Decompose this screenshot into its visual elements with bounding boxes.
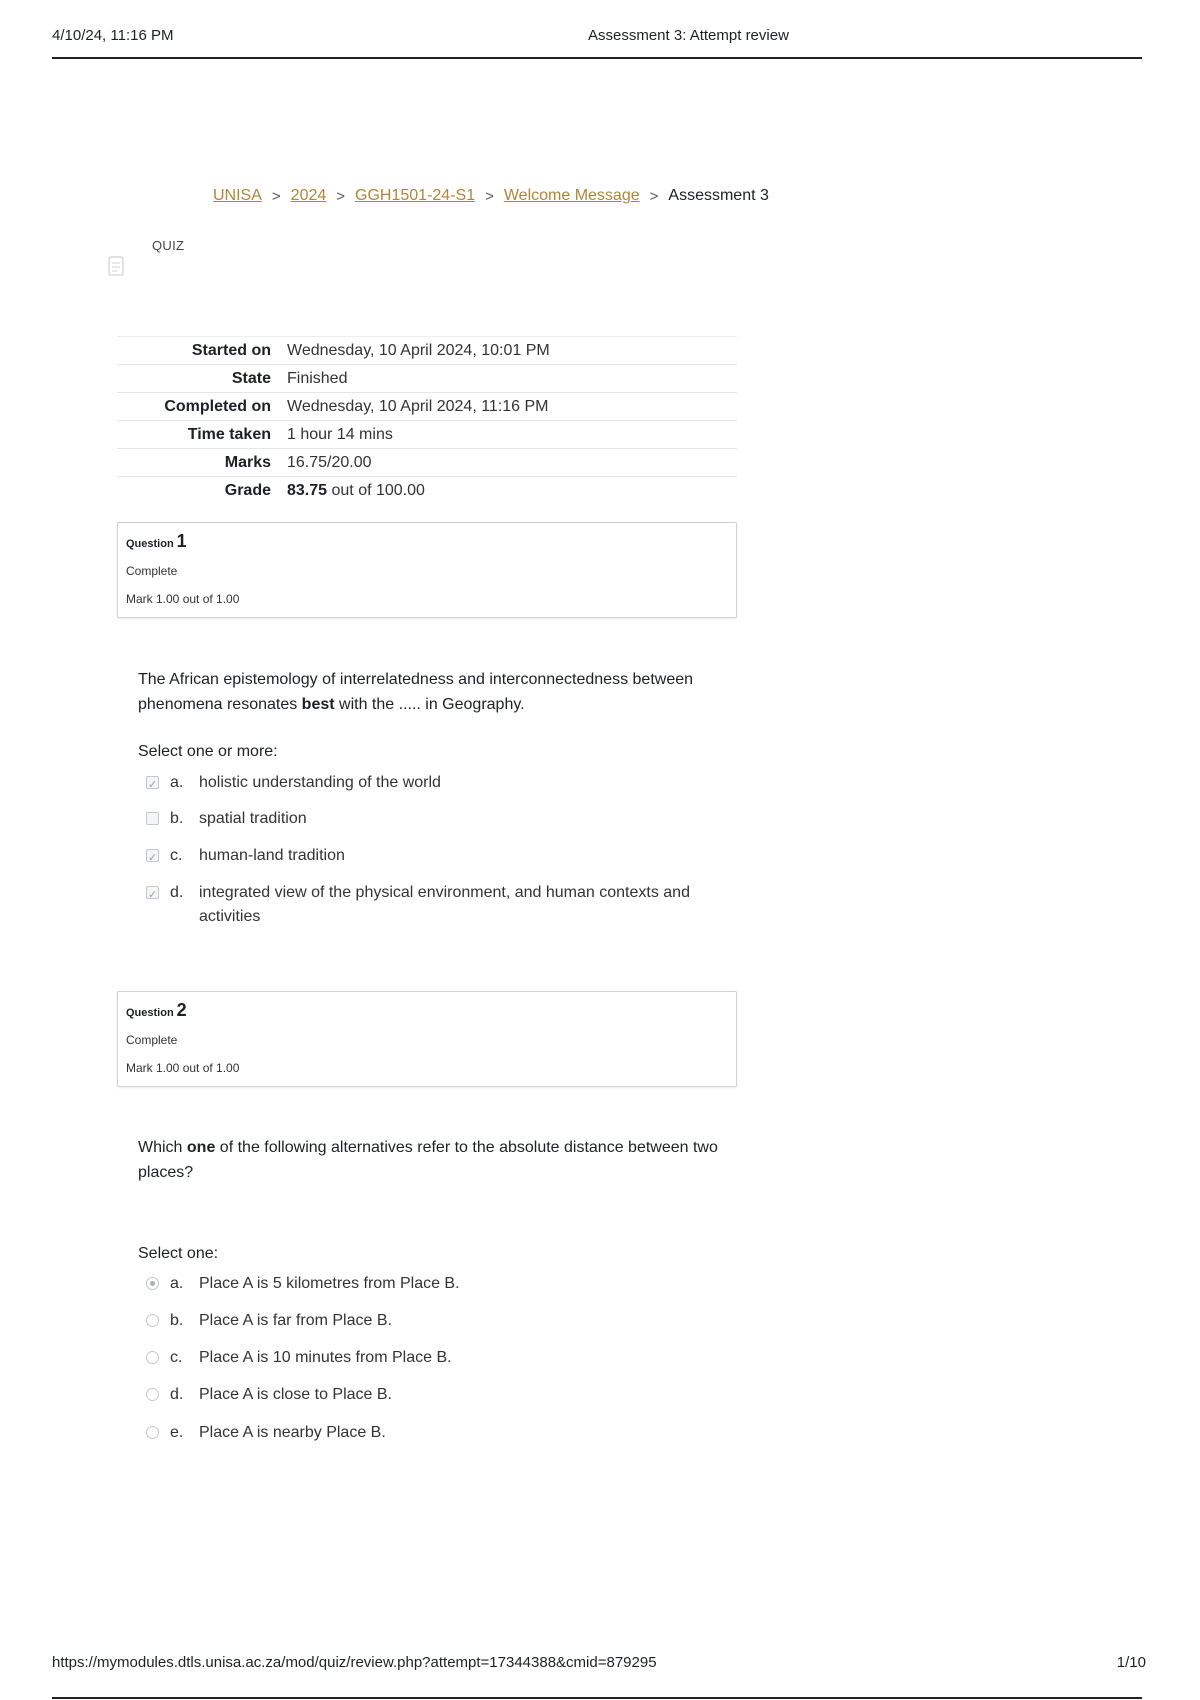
option-text: holistic understanding of the world <box>199 774 441 791</box>
option-text: Place A is nearby Place B. <box>199 1424 386 1441</box>
option-letter: d. <box>170 1386 184 1403</box>
option-letter: e. <box>170 1424 184 1441</box>
radio[interactable] <box>146 1388 159 1401</box>
print-datetime: 4/10/24, 11:16 PM <box>52 27 174 44</box>
question-mark: Mark 1.00 out of 1.00 <box>126 1061 240 1075</box>
question-label: Question <box>126 1007 174 1019</box>
checkbox-checked[interactable] <box>146 776 159 789</box>
question-number-value: 1 <box>176 531 187 551</box>
summary-row <box>117 393 737 421</box>
radio[interactable] <box>146 1314 159 1327</box>
option-letter: c. <box>170 847 183 864</box>
question-text-emphasis: one <box>186 1139 216 1156</box>
print-footer-rule <box>52 1697 1142 1699</box>
summary-value: 1 hour 14 mins <box>287 421 737 449</box>
question-text <box>138 1135 738 1185</box>
print-page-title: Assessment 3: Attempt review <box>588 27 789 44</box>
question-info-box <box>117 522 737 618</box>
question-mark: Mark 1.00 out of 1.00 <box>126 592 240 606</box>
option-text: Place A is close to Place B. <box>199 1386 392 1403</box>
question-info-box <box>117 991 737 1087</box>
radio[interactable] <box>146 1426 159 1439</box>
summary-row <box>117 477 737 505</box>
option-text: Place A is 5 kilometres from Place B. <box>199 1275 460 1292</box>
radio-selected[interactable] <box>146 1277 159 1290</box>
question-number <box>126 1000 187 1021</box>
checkbox[interactable] <box>146 812 159 825</box>
option-text: Place A is 10 minutes from Place B. <box>199 1349 452 1366</box>
breadcrumb-separator-icon: > <box>485 187 494 205</box>
summary-value: Wednesday, 10 April 2024, 11:16 PM <box>287 393 737 421</box>
summary-row <box>117 421 737 449</box>
summary-label: Time taken <box>117 421 287 449</box>
option-letter: b. <box>170 1312 184 1329</box>
option-letter: d. <box>170 884 184 901</box>
breadcrumb <box>213 187 769 205</box>
grade-out-of: out of 100.00 <box>331 481 425 499</box>
summary-value <box>287 477 737 505</box>
attempt-summary-table <box>117 336 737 504</box>
summary-row <box>117 337 737 365</box>
question-state: Complete <box>126 564 178 578</box>
summary-row <box>117 365 737 393</box>
breadcrumb-separator-icon: > <box>271 187 281 205</box>
quiz-document-icon <box>108 256 126 276</box>
option-text: Place A is far from Place B. <box>199 1312 392 1329</box>
summary-label: Completed on <box>117 393 287 421</box>
breadcrumb-link-unisa[interactable]: UNISA <box>213 187 262 204</box>
question-text-part: Which <box>138 1139 187 1156</box>
print-page-number: 1/10 <box>1116 1654 1146 1671</box>
radio[interactable] <box>146 1351 159 1364</box>
answer-prompt: Select one or more: <box>138 743 278 760</box>
question-text-part: The African epistemology of interrelatedness and interconnectedness between phenomena resonates <box>138 671 694 713</box>
breadcrumb-current: Assessment 3 <box>668 187 769 204</box>
question-state: Complete <box>126 1033 178 1047</box>
summary-label: Marks <box>117 449 287 477</box>
question-text-part: of the following alternatives refer to the absolute distance between two places? <box>138 1139 718 1181</box>
option-letter: a. <box>170 1275 184 1292</box>
summary-value: Wednesday, 10 April 2024, 10:01 PM <box>287 337 737 365</box>
question-text <box>138 667 738 717</box>
breadcrumb-link-welcome-message[interactable]: Welcome Message <box>503 187 640 204</box>
option-text: integrated view of the physical environment, and human contexts and activities <box>199 884 690 925</box>
question-number-value: 2 <box>176 1000 187 1020</box>
breadcrumb-separator-icon: > <box>649 187 659 205</box>
summary-label: State <box>117 365 287 393</box>
summary-label: Grade <box>117 477 287 505</box>
breadcrumb-link-2024[interactable]: 2024 <box>290 187 327 204</box>
question-text-emphasis: best <box>301 696 335 713</box>
breadcrumb-link-course[interactable]: GGH1501-24-S1 <box>355 187 476 204</box>
option-letter: b. <box>170 810 184 827</box>
checkbox-checked[interactable] <box>146 849 159 862</box>
question-number <box>126 531 187 552</box>
summary-value: Finished <box>287 365 737 393</box>
question-label: Question <box>126 538 174 550</box>
print-footer-url: https://mymodules.dtls.unisa.ac.za/mod/quiz/review.php?attempt=17344388&cmid=879295 <box>52 1654 657 1671</box>
checkbox-checked[interactable] <box>146 886 159 899</box>
breadcrumb-separator-icon: > <box>336 187 346 205</box>
grade-score: 83.75 <box>287 481 328 499</box>
option-text: human-land tradition <box>199 847 345 864</box>
option-letter: c. <box>170 1349 183 1366</box>
summary-row <box>117 449 737 477</box>
answer-prompt: Select one: <box>138 1245 219 1262</box>
option-text: spatial tradition <box>199 810 307 827</box>
activity-type-label: QUIZ <box>152 238 185 253</box>
summary-value: 16.75/20.00 <box>287 449 737 477</box>
question-text-part: with the ..... in Geography. <box>334 696 525 713</box>
option-letter: a. <box>170 774 184 791</box>
print-header <box>52 27 1142 59</box>
summary-label: Started on <box>117 337 287 365</box>
